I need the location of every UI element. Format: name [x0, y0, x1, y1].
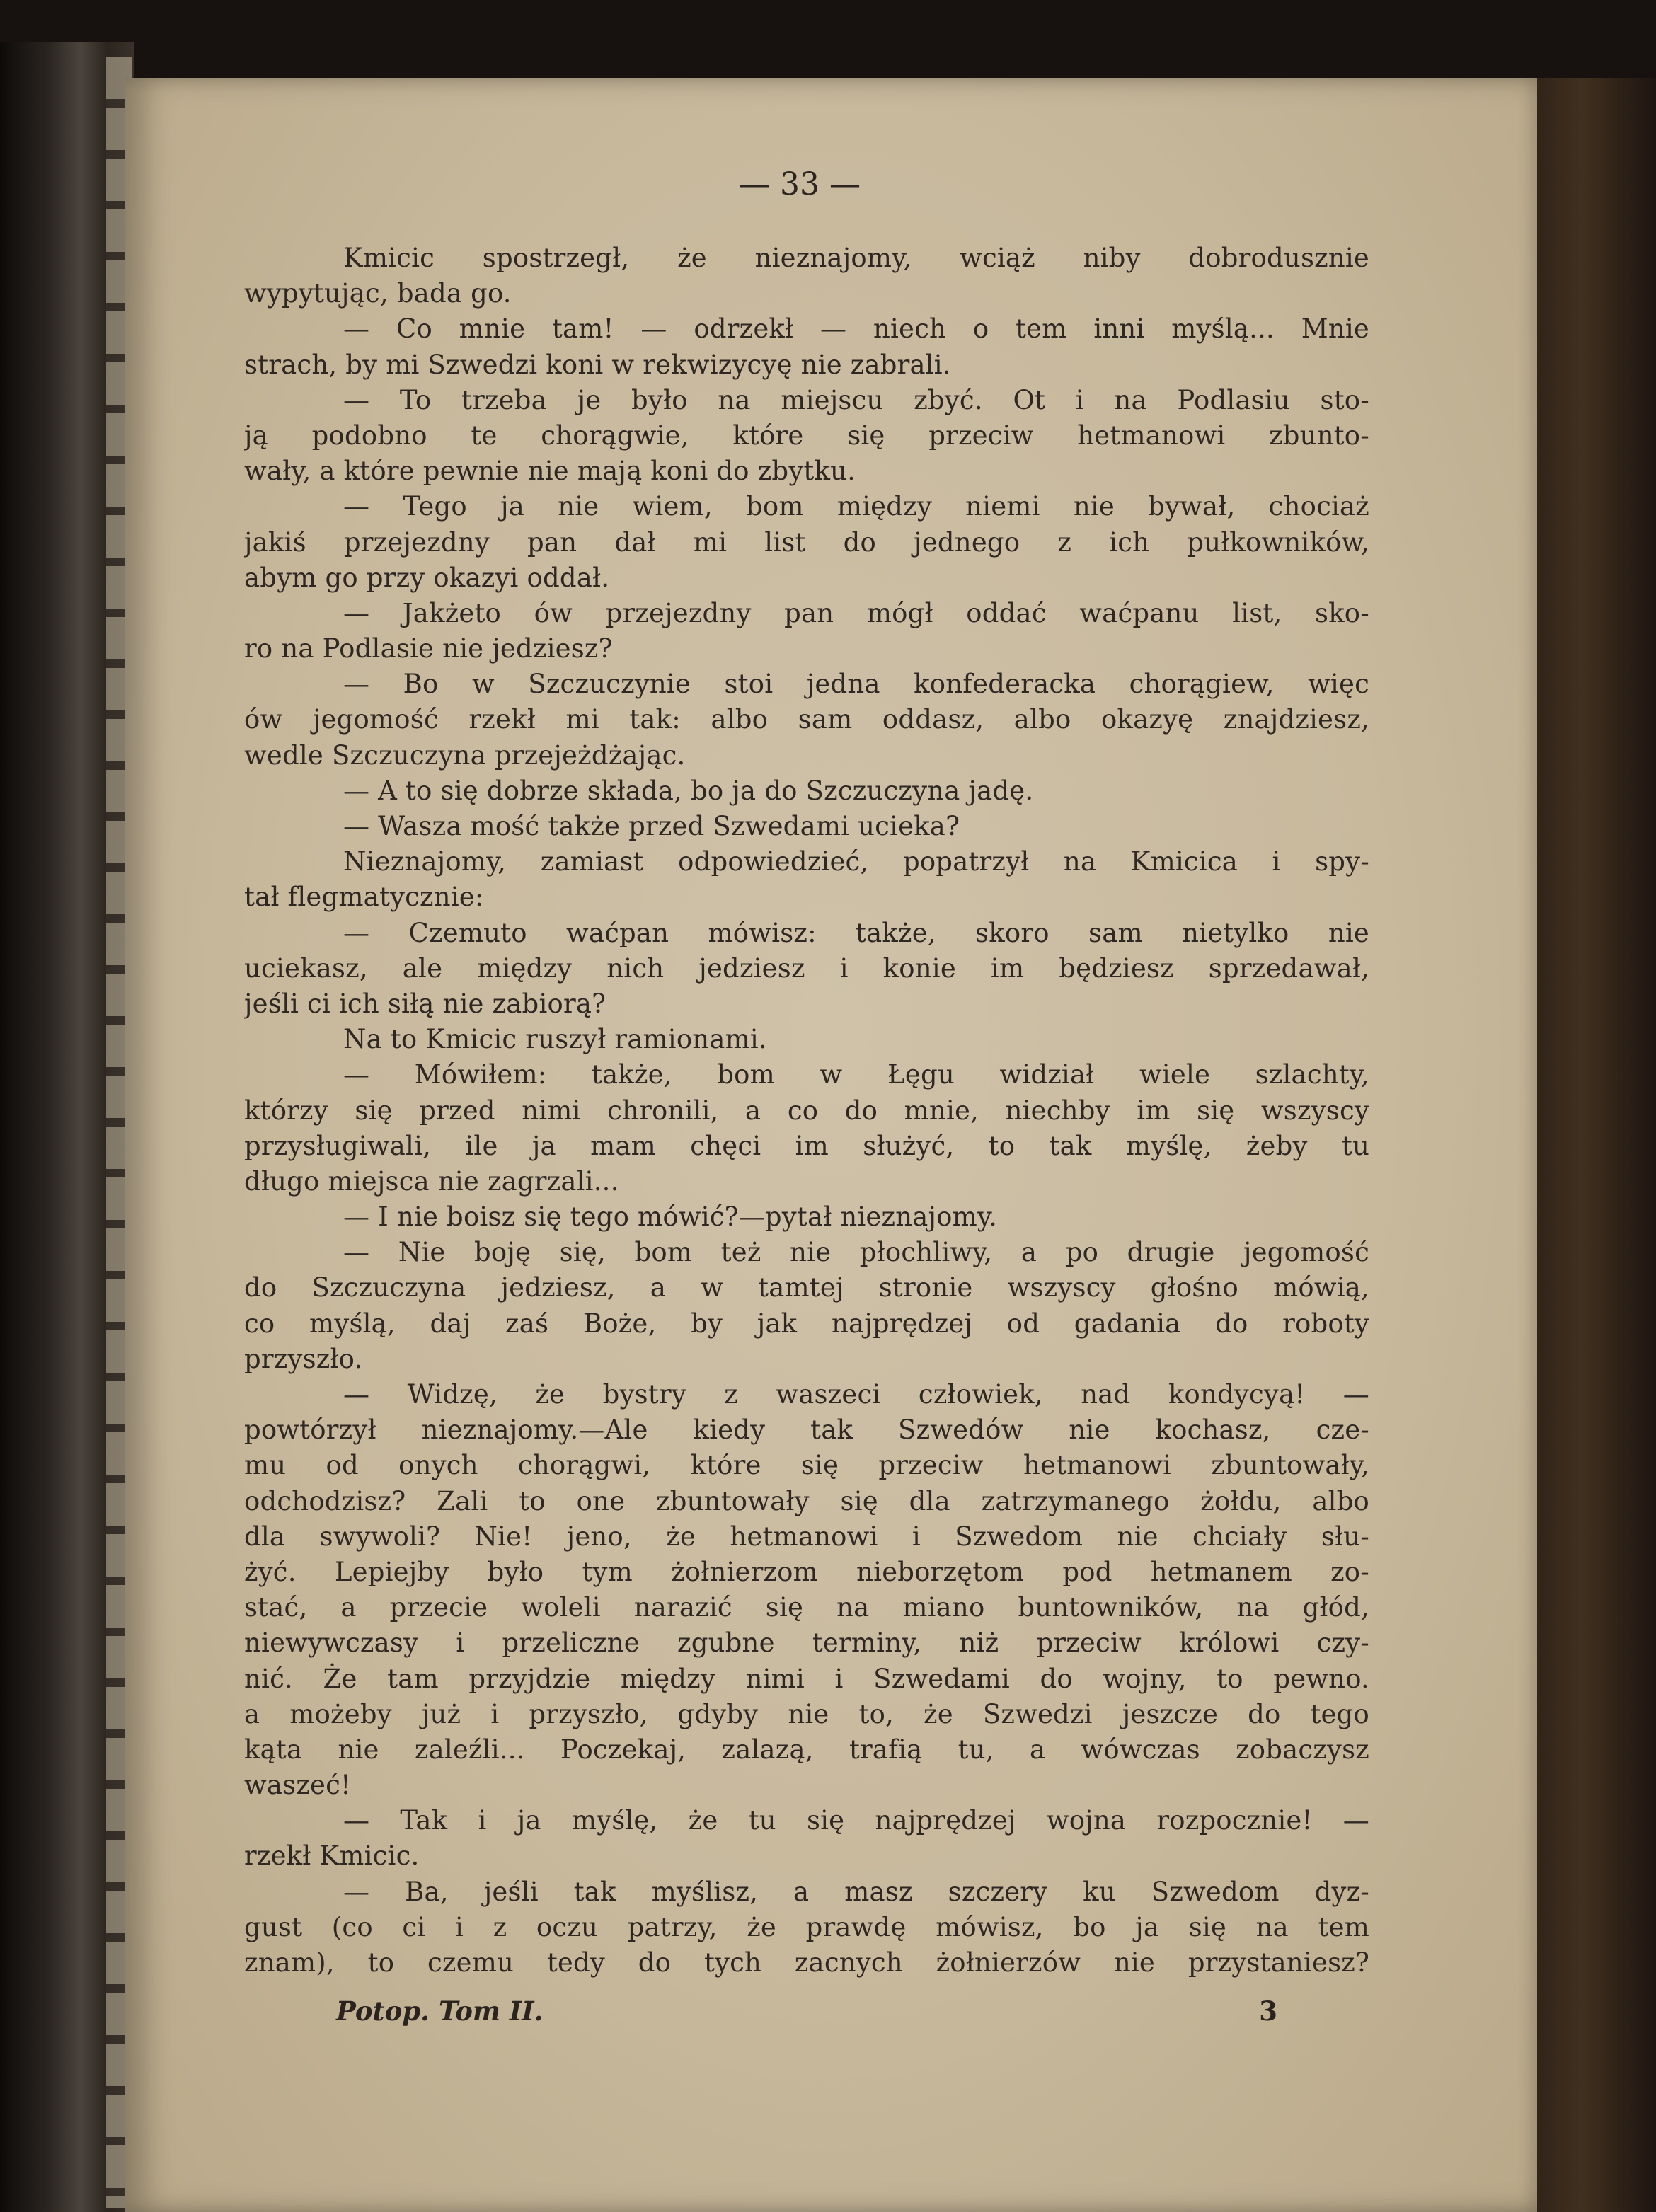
text-line: długo miejsca nie zagrzali... [244, 1165, 619, 1197]
text-line: — Tego ja nie wiem, bom między niemi nie bywał, chociaż [343, 491, 1369, 522]
text-line: — Widzę, że bystry z waszeci człowiek, nad kondycyą! — [343, 1379, 1369, 1410]
text-line: znam), to czemu tedy do tych zacnych żołnierzów nie przystaniesz? [244, 1947, 1369, 1978]
body-text [244, 241, 1369, 1981]
text-line: odchodzisz? Zali to one zbuntowały się dla zatrzymanego żołdu, albo [244, 1485, 1369, 1516]
text-line: Na to Kmicic ruszył ramionami. [343, 1024, 767, 1055]
text-line: strach, by mi Szwedzi koni w rekwizycyę nie zabrali. [244, 349, 951, 380]
text-line: ją podobno te chorągwie, które się przeciw hetmanowi zbunto- [244, 420, 1369, 451]
text-line: a możeby już i przyszło, gdyby nie to, że Szwedzi jeszcze do tego [244, 1698, 1369, 1729]
back-cover-edge [1522, 78, 1656, 2212]
text-line: jeśli ci ich siłą nie zabiorą? [244, 988, 606, 1019]
text-line: — A to się dobrze składa, bo ja do Szczuczyna jadę. [343, 775, 1034, 806]
text-line: waszeć! [244, 1770, 352, 1801]
text-line: jakiś przejezdny pan dał mi list do jednego z ich pułkowników, [244, 526, 1369, 558]
text-line: stać, a przecie woleli narazić się na miano buntowników, na głód, [244, 1592, 1369, 1623]
text-line: rzekł Kmicic. [244, 1841, 420, 1872]
text-line: Kmicic spostrzegł, że nieznajomy, wciąż niby dobrodusznie [343, 243, 1369, 273]
text-line: mu od onych chorągwi, które się przeciw hetmanowi zbuntowały, [244, 1450, 1369, 1481]
footer-sheet-number: 3 [1259, 1995, 1277, 2027]
text-line: wypytując, bada go. [244, 278, 512, 309]
text-line: wały, a które pewnie nie mają koni do zbytku. [244, 456, 856, 487]
text-line: kąta nie zaleźli... Poczekaj, zalazą, trafią tu, a wówczas zobaczysz [244, 1734, 1369, 1765]
text-line: przyszło. [244, 1343, 363, 1374]
text-line: — To trzeba je było na miejscu zbyć. Ot i na Podlasiu sto- [343, 384, 1369, 415]
text-line: — Wasza mość także przed Szwedami ucieka? [343, 811, 960, 841]
text-line: powtórzył nieznajomy.—Ale kiedy tak Szwedów nie kochasz, cze- [244, 1415, 1369, 1446]
text-line: dla swywoli? Nie! jeno, że hetmanowi i Szwedom nie chciały słu- [244, 1521, 1369, 1552]
text-line: nić. Że tam przyjdzie między nimi i Szwedami do wojny, to pewno. [244, 1663, 1369, 1694]
text-line: abym go przy okazyi oddał. [244, 562, 610, 593]
text-line: — Czemuto waćpan mówisz: także, skoro sam nietylko nie [343, 917, 1369, 948]
text-line: — Ba, jeśli tak myślisz, a masz szczery ku Szwedom dyz- [343, 1876, 1369, 1907]
text-line: gust (co ci i z oczu patrzy, że prawdę mówisz, bo ja się na tem [244, 1911, 1369, 1942]
text-line: — Co mnie tam! — odrzekł — niech o tem inni myślą... Mnie [343, 313, 1369, 345]
text-line: tał flegmatycznie: [244, 882, 484, 913]
text-line: którzy się przed nimi chronili, a co do mnie, niechby im się wszyscy [244, 1095, 1369, 1126]
text-line: — Tak i ja myślę, że tu się najprędzej wojna rozpocznie! — [343, 1805, 1369, 1836]
text-line: niewywczasy i przeliczne zgubne terminy, niż przeciw królowi czy- [244, 1628, 1369, 1659]
text-line: co myślą, daj zaś Boże, by jak najprędzej od gadania do roboty [244, 1308, 1369, 1339]
text-line: Nieznajomy, zamiast odpowiedzieć, popatrzył na Kmicica i spy- [343, 846, 1369, 877]
page-number: — 33 — [739, 166, 861, 202]
text-line: — Jakżeto ów przejezdny pan mógł oddać waćpanu list, sko- [343, 597, 1369, 628]
text-line: do Szczuczyna jedziesz, a w tamtej stronie wszyscy głośno mówią, [244, 1272, 1369, 1303]
text-line: ów jegomość rzekł mi tak: albo sam oddasz, albo okazyę znajdziesz, [244, 704, 1369, 735]
text-line: wedle Szczuczyna przejeżdżając. [244, 739, 686, 771]
text-line: żyć. Lepiejby było tym żołnierzom nieborzętom pod hetmanem zo- [244, 1556, 1369, 1587]
footer-signature: Potop. Tom II. [336, 1995, 544, 2027]
text-line: — I nie boisz się tego mówić?—pytał nieznajomy. [343, 1202, 998, 1233]
text-line: — Mówiłem: także, bom w Łęgu widział wiele szlachty, [343, 1059, 1369, 1090]
text-line: przysługiwali, ile ja mam chęci im służyć, to tak myślę, żeby tu [244, 1130, 1369, 1161]
text-line: ro na Podlasie nie jedziesz? [244, 633, 613, 664]
text-line: uciekasz, ale między nich jedziesz i konie im będziesz sprzedawał, [244, 952, 1369, 984]
text-line: — Bo w Szczuczynie stoi jedna konfederacka chorągiew, więc [343, 669, 1369, 700]
text-line: — Nie boję się, bom też nie płochliwy, a po drugie jegomość [343, 1237, 1369, 1268]
